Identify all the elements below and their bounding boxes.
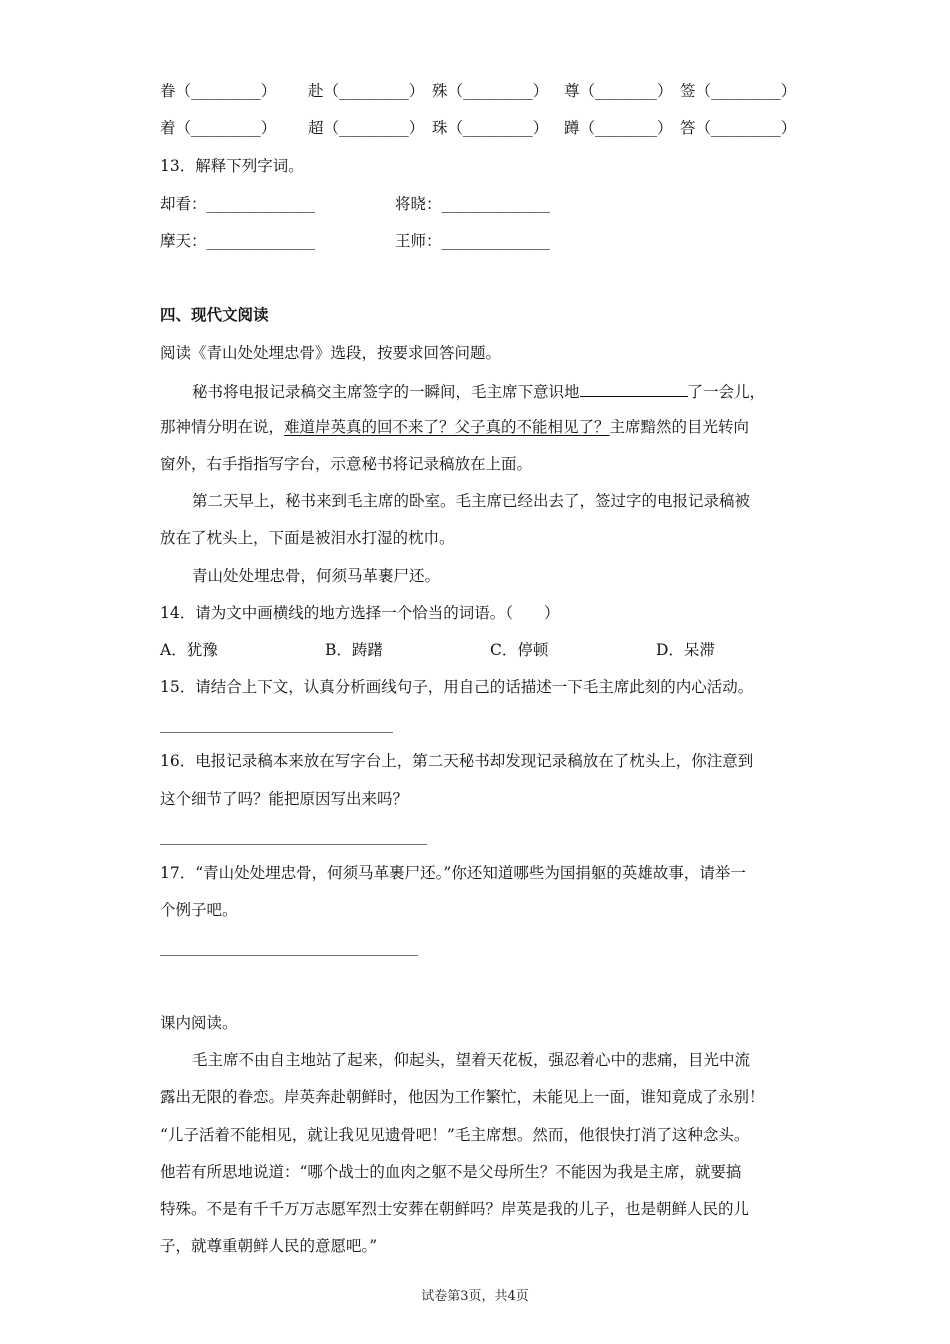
- question-16-cont: 这个细节了吗？能把原因写出来吗？: [160, 790, 409, 808]
- passage-line: 放在了枕头上，下面是被泪水打湿的枕巾。: [160, 529, 455, 547]
- term-item: 王师：______________: [395, 232, 551, 250]
- passage-intro: 课内阅读。: [160, 1014, 238, 1032]
- char-item: 签（_________）: [680, 82, 797, 100]
- question-17: 17．“青山处处埋忠骨，何须马革裹尸还。”你还知道哪些为国捐躯的英雄故事，请举一: [160, 864, 746, 882]
- option-c[interactable]: C．停顿: [490, 641, 549, 659]
- option-b[interactable]: B．踌躇: [325, 641, 383, 659]
- char-item: 殊（_________）: [432, 82, 549, 100]
- char-item: 赴（_________）: [308, 82, 425, 100]
- answer-line[interactable]: [160, 732, 393, 733]
- passage-line: “儿子活着不能相见，就让我见见遗骨吧！”毛主席想。然而，他很快打消了这种念头。: [160, 1126, 750, 1144]
- answer-line[interactable]: [160, 955, 418, 956]
- passage-intro: 阅读《青山处处埋忠骨》选段，按要求回答问题。: [160, 344, 502, 362]
- char-item: 珠（_________）: [432, 119, 549, 137]
- term-item: 却看：______________: [160, 195, 316, 213]
- question-16: 16．电报记录稿本来放在写字台上，第二天秘书却发现记录稿放在了枕头上，你注意到: [160, 752, 754, 770]
- passage-line: 窗外，右手指指写字台，示意秘书将记录稿放在上面。: [160, 455, 533, 473]
- char-item: 尊（________）: [564, 82, 673, 100]
- passage-line: 毛主席不由自主地站了起来，仰起头，望着天花板，强忍着心中的悲痛，目光中流: [192, 1051, 751, 1069]
- char-item: 超（_________）: [308, 119, 425, 137]
- answer-line[interactable]: [160, 844, 427, 845]
- passage-line: [192, 380, 765, 402]
- option-d[interactable]: D．呆滞: [656, 641, 715, 659]
- passage-line: 特殊。不是有千千万万志愿军烈士安葬在朝鲜吗？岸英是我的儿子，也是朝鲜人民的儿: [160, 1200, 750, 1218]
- answer-blank[interactable]: [580, 380, 688, 397]
- underlined-sentence: 难道岸英真的回不来了？父子真的不能相见了？: [284, 418, 610, 436]
- option-a[interactable]: A．犹豫: [160, 641, 218, 659]
- passage-line: 他若有所思地说道：“哪个战士的血肉之躯不是父母所生？不能因为我是主席，就要搞: [160, 1163, 742, 1181]
- passage-text: 了一会儿，: [687, 383, 766, 401]
- char-item: 蹲（________）: [564, 119, 673, 137]
- passage-line: 青山处处埋忠骨，何须马革裹尸还。: [192, 567, 441, 585]
- passage-line: 露出无限的眷恋。岸英奔赴朝鲜时，他因为工作繁忙，未能见上一面，谁知竟成了永别！: [160, 1088, 765, 1106]
- passage-text: 秘书将电报记录稿交主席签字的一瞬间，毛主席下意识地: [192, 383, 580, 401]
- char-item: 着（_________）: [160, 119, 277, 137]
- question-15: 15．请结合上下文，认真分析画线句子，用自己的话描述一下毛主席此刻的内心活动。: [160, 678, 754, 696]
- page-footer: 试卷第3页，共4页: [421, 1289, 529, 1304]
- passage-line: [160, 417, 749, 437]
- char-item: 答（_________）: [680, 119, 797, 137]
- section-heading: 四、现代文阅读: [160, 305, 269, 324]
- question-17-cont: 个例子吧。: [160, 901, 238, 919]
- question-13: 13．解释下列字词。: [160, 157, 304, 175]
- passage-line: 第二天早上，秘书来到毛主席的卧室。毛主席已经出去了，签过字的电报记录稿被: [192, 492, 751, 510]
- question-14: 14．请为文中画横线的地方选择一个恰当的词语。（ ）: [160, 604, 560, 622]
- passage-text: 主席黯然的目光转向: [609, 418, 750, 436]
- passage-line: 子，就尊重朝鲜人民的意愿吧。”: [160, 1237, 378, 1255]
- char-item: 眷（_________）: [160, 82, 277, 100]
- passage-text: 那神情分明在说，: [160, 418, 285, 436]
- term-item: 摩天：______________: [160, 232, 316, 250]
- term-item: 将晓：______________: [395, 195, 551, 213]
